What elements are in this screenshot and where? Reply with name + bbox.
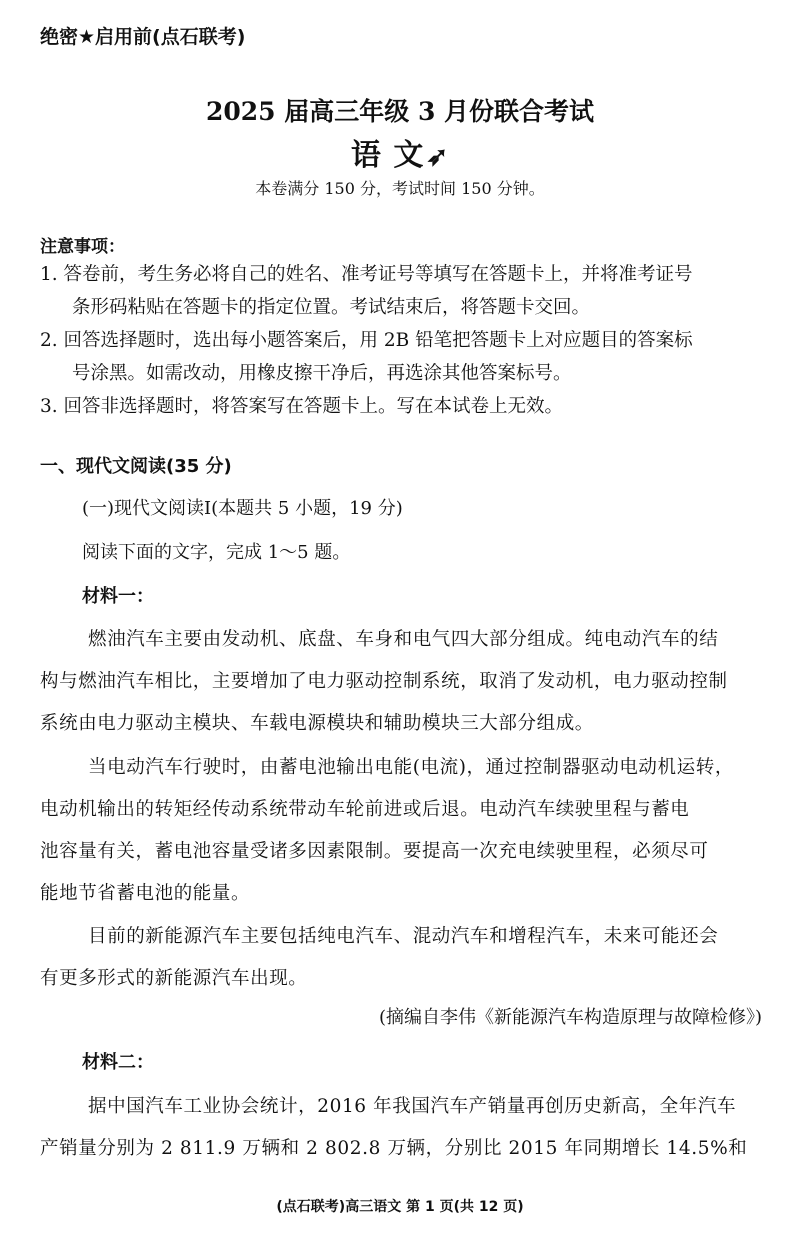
material2-line: 据中国汽车工业协会统计，2016 年我国汽车产销量再创历史新高，全年汽车 (88, 1096, 737, 1117)
instruction: 阅读下面的文字，完成 1～5 题。 (82, 542, 351, 563)
subject-name: 语 文 (350, 138, 425, 173)
material1-line: 构与燃油汽车相比，主要增加了电力驱动控制系统，取消了发动机，电力驱动控制 (40, 671, 728, 692)
material2-label: 材料二： (82, 1052, 154, 1073)
exam-title: 2025 届高三年级 3 月份联合考试 (205, 97, 595, 126)
material1-source: (摘编自李伟《新能源汽车构造原理与故障检修》) (378, 1007, 762, 1028)
confidential-label: 绝密★启用前(点石联考) (40, 26, 246, 48)
sub-section-title: (一)现代文阅读Ⅰ(本题共 5 小题，19 分) (82, 498, 403, 519)
material1-line: 电动机输出的转矩经传动系统带动车轮前进或后退。电动汽车续驶里程与蓄电 (40, 799, 690, 820)
material2-line: 产销量分别为 2 811.9 万辆和 2 802.8 万辆，分别比 2015 年同期增长 14.5%和 (40, 1138, 748, 1159)
material1-line: 能地节省蓄电池的能量。 (40, 883, 251, 904)
notice-item-continued: 号涂黑。如需改动，用橡皮擦干净后，再选涂其他答案标号。 (72, 363, 572, 384)
material1-line: 燃油汽车主要由发动机、底盘、车身和电气四大部分组成。纯电动汽车的结 (88, 629, 719, 650)
notice-item-continued: 条形码粘贴在答题卡的指定位置。考试结束后，将答题卡交回。 (72, 297, 591, 318)
material1-line: 目前的新能源汽车主要包括纯电汽车、混动汽车和增程汽车，未来可能还会 (88, 926, 719, 947)
notice-item: 1. 答卷前，考生务必将自己的姓名、准考证号等填写在答题卡上，并将准考证号 (40, 264, 693, 285)
material1-line: 系统由电力驱动主模块、车载电源模块和辅助模块三大部分组成。 (40, 713, 594, 734)
subject-title (0, 130, 800, 174)
exam-note: 本卷满分 150 分，考试时间 150 分钟。 (255, 179, 545, 198)
material1-line: 池容量有关，蓄电池容量受诸多因素限制。要提高一次充电续驶里程，必须尽可 (40, 841, 709, 862)
notice-title: 注意事项： (40, 237, 125, 257)
page-footer: (点石联考)高三语文 第 1 页(共 12 页) (276, 1199, 524, 1215)
notice-item: 3. 回答非选择题时，将答案写在答题卡上。写在本试卷上无效。 (40, 396, 564, 417)
notice-item: 2. 回答选择题时，选出每小题答案后，用 2B 铅笔把答题卡上对应题目的答案标 (40, 330, 693, 351)
material1-line: 有更多形式的新能源汽车出现。 (40, 968, 308, 989)
pen-icon: ➶ (426, 142, 450, 172)
section-title: 一、现代文阅读(35 分) (40, 456, 232, 477)
material1-line: 当电动汽车行驶时，由蓄电池输出电能(电流)，通过控制器驱动电动机运转， (88, 757, 734, 778)
material1-label: 材料一： (82, 586, 154, 607)
